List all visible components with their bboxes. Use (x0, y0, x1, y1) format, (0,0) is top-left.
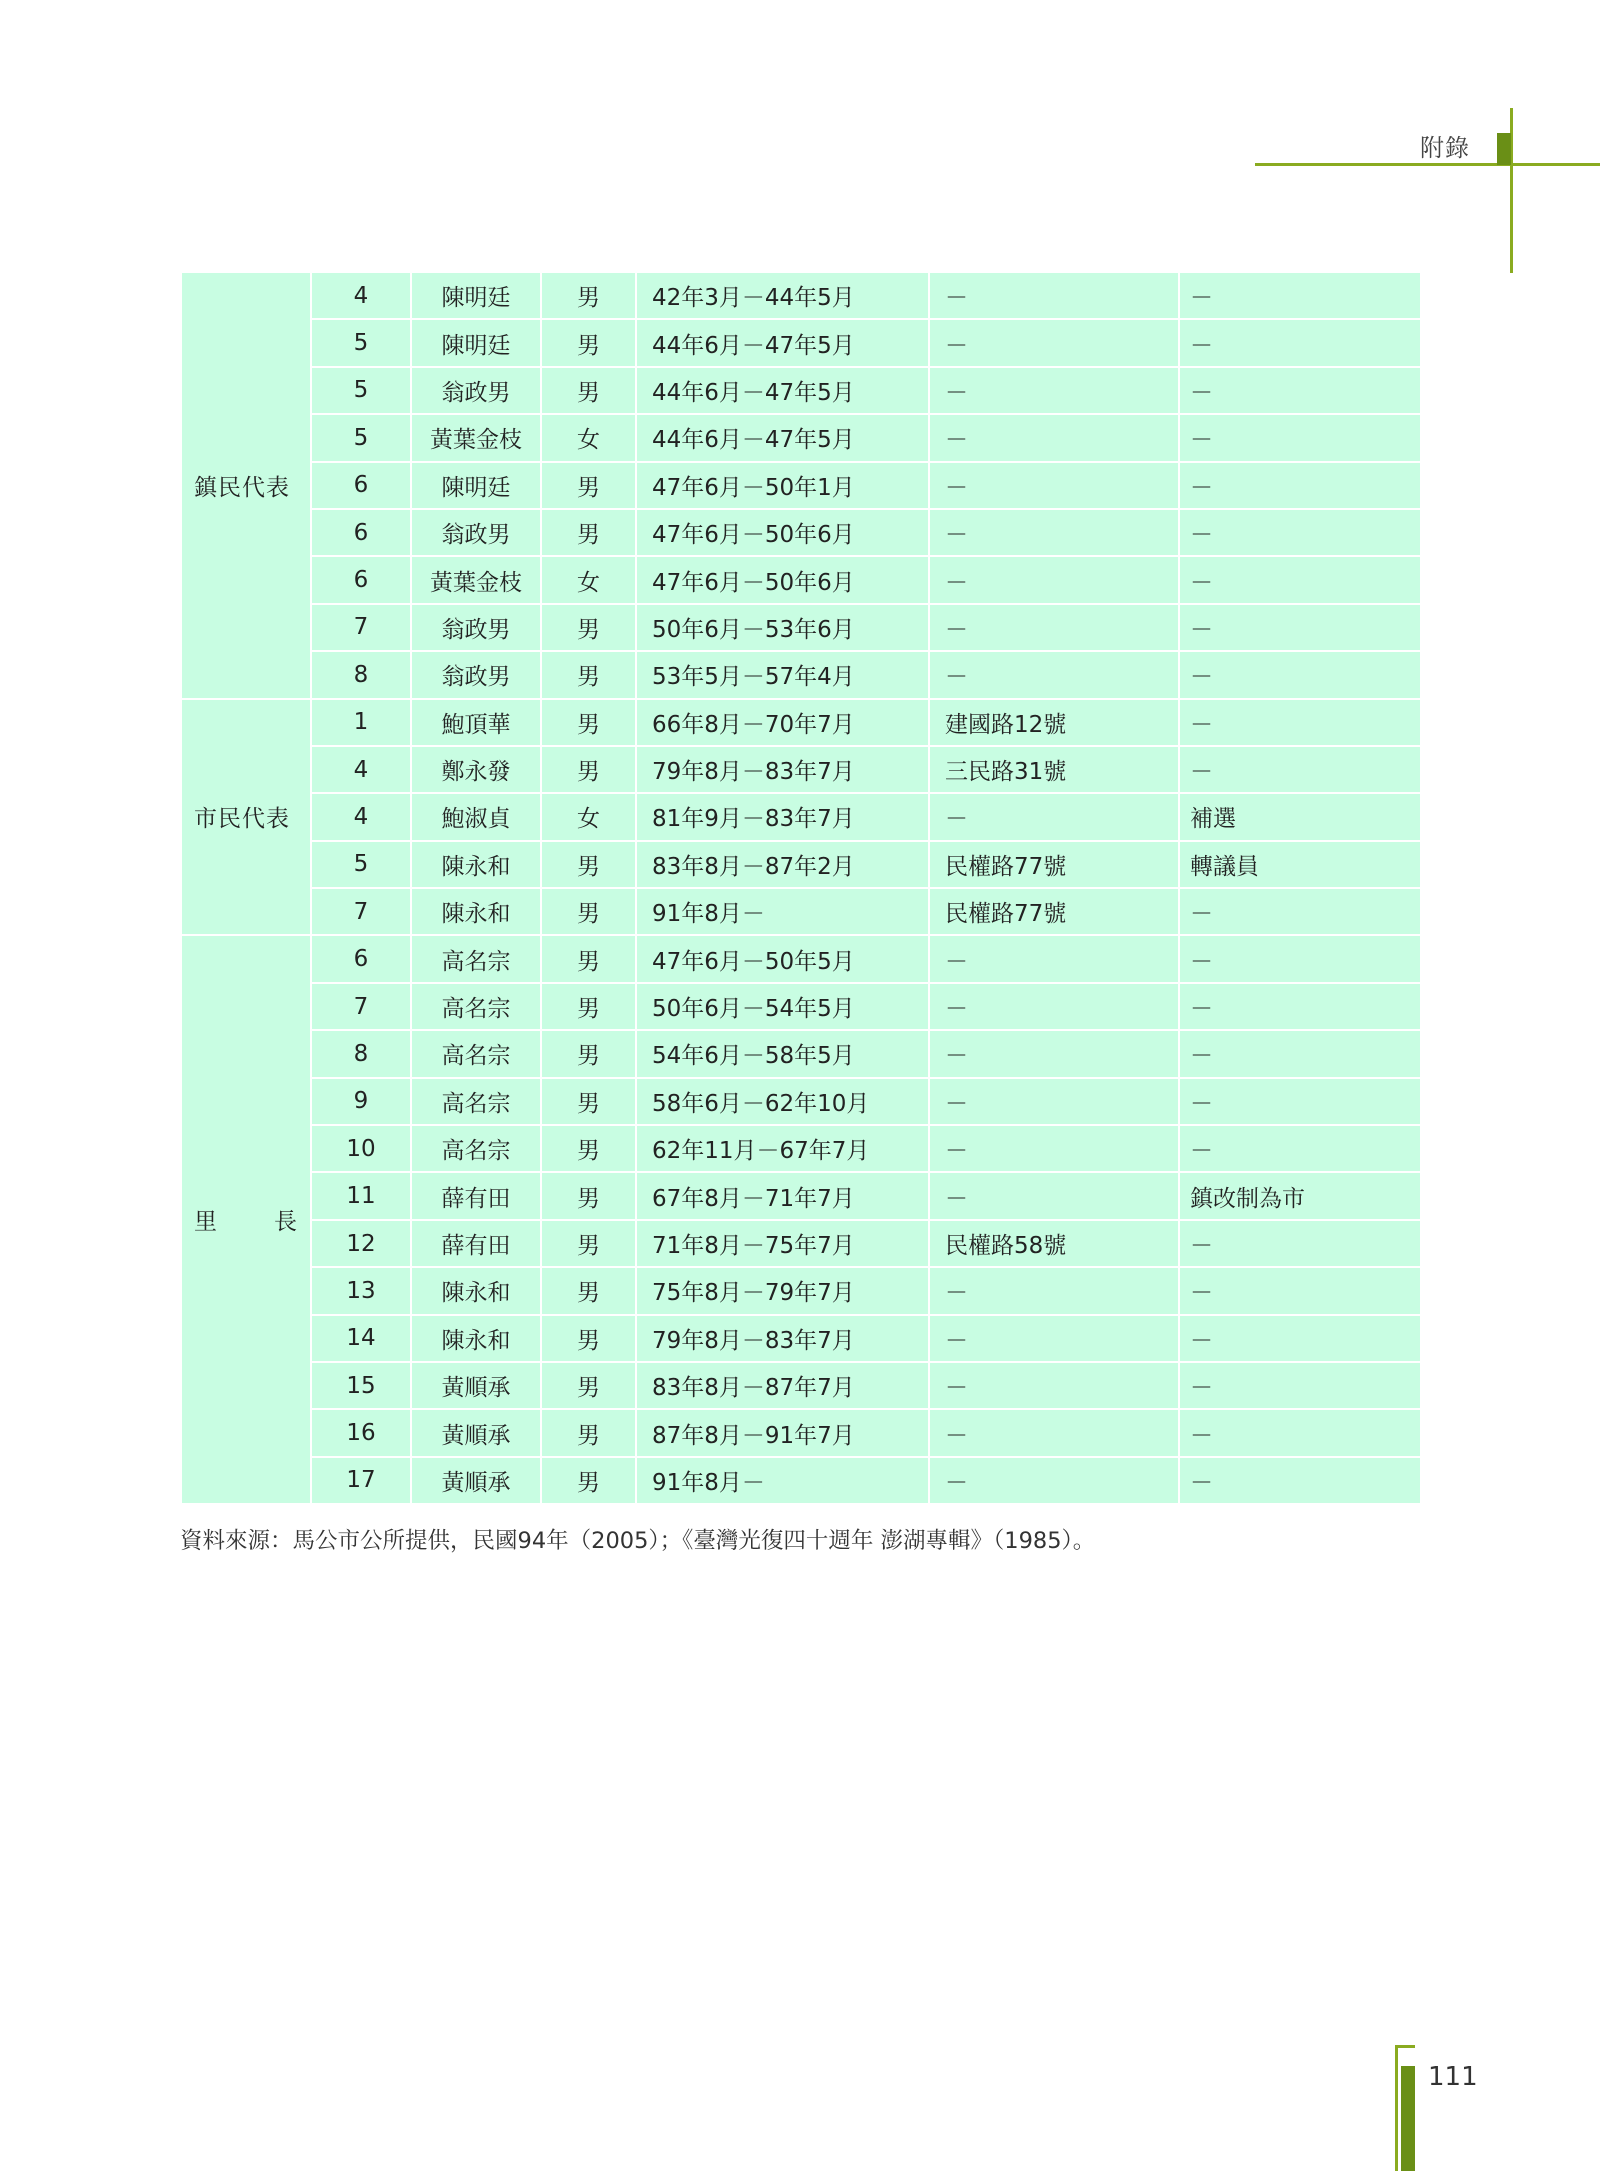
page-number: 111 (1428, 2062, 1478, 2092)
period-cell: 66年8月－70年7月 (636, 699, 929, 746)
footer-rule (1395, 2045, 1398, 2171)
name-cell: 陳永和 (411, 1267, 541, 1314)
note-cell: － (1179, 983, 1421, 1030)
term-cell: 5 (311, 841, 411, 888)
name-cell: 翁政男 (411, 367, 541, 414)
name-cell: 薛有田 (411, 1220, 541, 1267)
note-cell: 補選 (1179, 793, 1421, 840)
gender-cell: 男 (541, 319, 636, 366)
table-row (181, 1030, 1421, 1077)
gender-cell: 男 (541, 1220, 636, 1267)
address-cell: 民權路77號 (929, 888, 1179, 935)
gender-cell: 男 (541, 1030, 636, 1077)
term-cell: 7 (311, 983, 411, 1030)
note-cell: － (1179, 746, 1421, 793)
category-cell: 市民代表 (181, 699, 311, 936)
gender-cell: 女 (541, 556, 636, 603)
term-cell: 4 (311, 746, 411, 793)
gender-cell: 男 (541, 604, 636, 651)
gender-cell: 男 (541, 462, 636, 509)
note-cell: － (1179, 1078, 1421, 1125)
term-cell: 13 (311, 1267, 411, 1314)
term-cell: 10 (311, 1125, 411, 1172)
period-cell: 79年8月－83年7月 (636, 1315, 929, 1362)
note-cell: － (1179, 888, 1421, 935)
note-cell: － (1179, 1267, 1421, 1314)
name-cell: 陳永和 (411, 841, 541, 888)
note-cell: － (1179, 1362, 1421, 1409)
period-cell: 44年6月－47年5月 (636, 414, 929, 461)
header-rule (1255, 163, 1600, 166)
note-cell: 鎮改制為市 (1179, 1172, 1421, 1219)
address-cell: － (929, 1125, 1179, 1172)
officials-table (180, 271, 1422, 1505)
table-row (181, 1267, 1421, 1314)
address-cell: － (929, 272, 1179, 319)
table-row (181, 1409, 1421, 1456)
note-cell: － (1179, 1125, 1421, 1172)
table-row (181, 367, 1421, 414)
term-cell: 6 (311, 935, 411, 982)
note-cell: － (1179, 1457, 1421, 1504)
section-label: 附錄 (1420, 134, 1470, 162)
source-note: 資料來源：馬公市公所提供，民國94年（2005）；《臺灣光復四十週年 澎湖專輯》（1985）。 (180, 1528, 1096, 1554)
name-cell: 陳永和 (411, 888, 541, 935)
note-cell: － (1179, 1315, 1421, 1362)
table-row (181, 414, 1421, 461)
name-cell: 高名宗 (411, 935, 541, 982)
note-cell: － (1179, 651, 1421, 698)
gender-cell: 男 (541, 1457, 636, 1504)
address-cell: － (929, 414, 1179, 461)
address-cell: － (929, 319, 1179, 366)
gender-cell: 男 (541, 272, 636, 319)
note-cell: － (1179, 414, 1421, 461)
address-cell: － (929, 1362, 1179, 1409)
period-cell: 47年6月－50年1月 (636, 462, 929, 509)
gender-cell: 女 (541, 414, 636, 461)
address-cell: － (929, 935, 1179, 982)
period-cell: 81年9月－83年7月 (636, 793, 929, 840)
period-cell: 44年6月－47年5月 (636, 319, 929, 366)
address-cell: － (929, 509, 1179, 556)
category-char: 長 (274, 1209, 298, 1236)
name-cell: 黃順承 (411, 1457, 541, 1504)
gender-cell: 男 (541, 1267, 636, 1314)
note-cell: － (1179, 272, 1421, 319)
address-cell: － (929, 604, 1179, 651)
address-cell: 建國路12號 (929, 699, 1179, 746)
note-cell: 轉議員 (1179, 841, 1421, 888)
table-row (181, 462, 1421, 509)
table-row (181, 841, 1421, 888)
address-cell: 民權路58號 (929, 1220, 1179, 1267)
period-cell: 50年6月－54年5月 (636, 983, 929, 1030)
period-cell: 71年8月－75年7月 (636, 1220, 929, 1267)
term-cell: 1 (311, 699, 411, 746)
address-cell: － (929, 462, 1179, 509)
period-cell: 50年6月－53年6月 (636, 604, 929, 651)
note-cell: － (1179, 319, 1421, 366)
note-cell: － (1179, 1220, 1421, 1267)
address-cell: － (929, 1078, 1179, 1125)
gender-cell: 男 (541, 935, 636, 982)
name-cell: 翁政男 (411, 509, 541, 556)
period-cell: 83年8月－87年2月 (636, 841, 929, 888)
table-row (181, 651, 1421, 698)
address-cell: 民權路77號 (929, 841, 1179, 888)
header-marker (1497, 133, 1511, 165)
category-cell: 鎮民代表 (181, 272, 311, 699)
address-cell: － (929, 651, 1179, 698)
name-cell: 黃順承 (411, 1362, 541, 1409)
gender-cell: 男 (541, 651, 636, 698)
table-row (181, 556, 1421, 603)
table-row (181, 604, 1421, 651)
table-row (181, 1457, 1421, 1504)
gender-cell: 男 (541, 1315, 636, 1362)
name-cell: 陳明廷 (411, 319, 541, 366)
term-cell: 8 (311, 651, 411, 698)
period-cell: 44年6月－47年5月 (636, 367, 929, 414)
gender-cell: 男 (541, 699, 636, 746)
name-cell: 高名宗 (411, 1125, 541, 1172)
period-cell: 54年6月－58年5月 (636, 1030, 929, 1077)
note-cell: － (1179, 604, 1421, 651)
period-cell: 47年6月－50年6月 (636, 556, 929, 603)
name-cell: 陳明廷 (411, 462, 541, 509)
name-cell: 黃葉金枝 (411, 414, 541, 461)
gender-cell: 男 (541, 983, 636, 1030)
period-cell: 62年11月－67年7月 (636, 1125, 929, 1172)
term-cell: 7 (311, 604, 411, 651)
period-cell: 53年5月－57年4月 (636, 651, 929, 698)
period-cell: 67年8月－71年7月 (636, 1172, 929, 1219)
gender-cell: 男 (541, 746, 636, 793)
term-cell: 9 (311, 1078, 411, 1125)
term-cell: 11 (311, 1172, 411, 1219)
category-cell (181, 935, 311, 1504)
name-cell: 翁政男 (411, 651, 541, 698)
footer-marker (1401, 2066, 1415, 2171)
name-cell: 黃順承 (411, 1409, 541, 1456)
table-row (181, 699, 1421, 746)
term-cell: 14 (311, 1315, 411, 1362)
name-cell: 鮑淑貞 (411, 793, 541, 840)
gender-cell: 男 (541, 1409, 636, 1456)
term-cell: 7 (311, 888, 411, 935)
note-cell: － (1179, 509, 1421, 556)
gender-cell: 男 (541, 1125, 636, 1172)
gender-cell: 女 (541, 793, 636, 840)
gender-cell: 男 (541, 1362, 636, 1409)
gender-cell: 男 (541, 509, 636, 556)
term-cell: 17 (311, 1457, 411, 1504)
address-cell: 三民路31號 (929, 746, 1179, 793)
address-cell: － (929, 983, 1179, 1030)
period-cell: 58年6月－62年10月 (636, 1078, 929, 1125)
category-char: 里 (194, 1209, 218, 1236)
address-cell: － (929, 1030, 1179, 1077)
address-cell: － (929, 1457, 1179, 1504)
table-row (181, 272, 1421, 319)
period-cell: 47年6月－50年6月 (636, 509, 929, 556)
term-cell: 5 (311, 414, 411, 461)
period-cell: 47年6月－50年5月 (636, 935, 929, 982)
name-cell: 高名宗 (411, 1078, 541, 1125)
table-row (181, 1125, 1421, 1172)
note-cell: － (1179, 1030, 1421, 1077)
table-row (181, 935, 1421, 982)
name-cell: 陳永和 (411, 1315, 541, 1362)
table-row (181, 888, 1421, 935)
term-cell: 15 (311, 1362, 411, 1409)
note-cell: － (1179, 367, 1421, 414)
table-body (181, 272, 1421, 1504)
term-cell: 5 (311, 367, 411, 414)
name-cell: 陳明廷 (411, 272, 541, 319)
term-cell: 6 (311, 509, 411, 556)
period-cell: 79年8月－83年7月 (636, 746, 929, 793)
footer-rule-top (1395, 2045, 1415, 2048)
name-cell: 高名宗 (411, 983, 541, 1030)
name-cell: 鮑頂華 (411, 699, 541, 746)
term-cell: 5 (311, 319, 411, 366)
gender-cell: 男 (541, 367, 636, 414)
note-cell: － (1179, 935, 1421, 982)
term-cell: 6 (311, 462, 411, 509)
note-cell: － (1179, 699, 1421, 746)
term-cell: 8 (311, 1030, 411, 1077)
note-cell: － (1179, 556, 1421, 603)
gender-cell: 男 (541, 1172, 636, 1219)
period-cell: 87年8月－91年7月 (636, 1409, 929, 1456)
table-row (181, 1220, 1421, 1267)
name-cell: 鄭永發 (411, 746, 541, 793)
address-cell: － (929, 1267, 1179, 1314)
table-row (181, 1362, 1421, 1409)
name-cell: 黃葉金枝 (411, 556, 541, 603)
address-cell: － (929, 556, 1179, 603)
note-cell: － (1179, 1409, 1421, 1456)
address-cell: － (929, 367, 1179, 414)
address-cell: － (929, 1409, 1179, 1456)
address-cell: － (929, 793, 1179, 840)
period-cell: 42年3月－44年5月 (636, 272, 929, 319)
name-cell: 翁政男 (411, 604, 541, 651)
address-cell: － (929, 1172, 1179, 1219)
table-row (181, 793, 1421, 840)
term-cell: 4 (311, 272, 411, 319)
gender-cell: 男 (541, 888, 636, 935)
table-row (181, 1172, 1421, 1219)
term-cell: 6 (311, 556, 411, 603)
term-cell: 4 (311, 793, 411, 840)
table-row (181, 319, 1421, 366)
period-cell: 91年8月－ (636, 888, 929, 935)
table-row (181, 509, 1421, 556)
period-cell: 75年8月－79年7月 (636, 1267, 929, 1314)
table-row (181, 746, 1421, 793)
period-cell: 91年8月－ (636, 1457, 929, 1504)
table-row (181, 983, 1421, 1030)
gender-cell: 男 (541, 841, 636, 888)
gender-cell: 男 (541, 1078, 636, 1125)
term-cell: 12 (311, 1220, 411, 1267)
note-cell: － (1179, 462, 1421, 509)
name-cell: 薛有田 (411, 1172, 541, 1219)
table-row (181, 1078, 1421, 1125)
address-cell: － (929, 1315, 1179, 1362)
name-cell: 高名宗 (411, 1030, 541, 1077)
period-cell: 83年8月－87年7月 (636, 1362, 929, 1409)
category-label (194, 1203, 310, 1236)
table-row (181, 1315, 1421, 1362)
term-cell: 16 (311, 1409, 411, 1456)
